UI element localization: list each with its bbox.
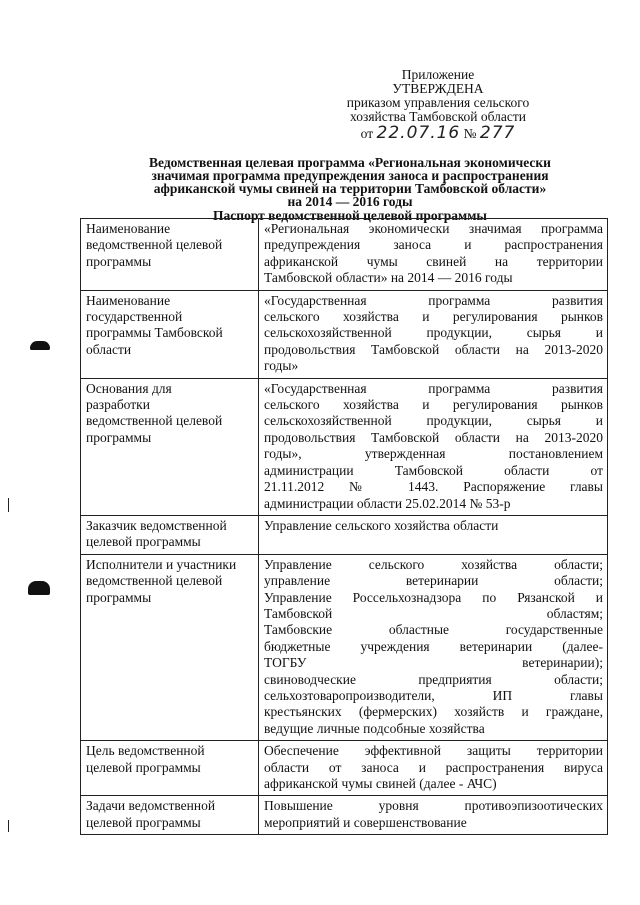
label-line: области xyxy=(86,341,132,357)
label-line: ведомственной целевой xyxy=(86,573,223,589)
value-line: свиноводческие предприятия области; xyxy=(264,671,603,687)
title-line-3: африканской чумы свиней на территории Тамбовской области» xyxy=(153,181,547,196)
passport-row xyxy=(81,796,608,835)
passport-row-value xyxy=(259,378,608,515)
label-line: Наименование xyxy=(86,292,171,308)
value-line: крестьянских (фермерских) хозяйств и граждане, xyxy=(264,704,603,720)
passport-row-label xyxy=(81,378,259,515)
order-line-2: хозяйства Тамбовской области xyxy=(350,109,526,124)
value-line: сельхозтоваропроизводители, ИП главы xyxy=(264,687,603,703)
value-line: Повышение уровня противоэпизоотических xyxy=(264,798,603,814)
passport-row xyxy=(81,741,608,796)
value-line: африканской чумы свиней на территории xyxy=(264,253,603,269)
passport-row-label xyxy=(81,515,259,554)
date-prefix: от xyxy=(360,126,374,141)
label-line: Цель ведомственной xyxy=(86,743,205,759)
label-line: программы xyxy=(86,589,152,605)
title-line-2: значимая программа предупреждения заноса и распространения xyxy=(151,168,549,183)
value-line: продовольствия Тамбовской области на 2013-2020 xyxy=(264,429,603,445)
label-line: программы xyxy=(86,429,152,445)
value-line: управление ветеринарии области; xyxy=(264,573,603,589)
passport-row-label xyxy=(81,554,259,740)
passport-row xyxy=(81,219,608,291)
value-line: Обеспечение эффективной защиты территории xyxy=(264,743,603,759)
margin-tick-mark xyxy=(8,820,9,832)
value-line: ТОГБУ ветеринарии); xyxy=(264,655,603,671)
label-line: Заказчик ведомственной xyxy=(86,517,227,533)
value-line: продовольствия Тамбовской области на 2013-2020 xyxy=(264,341,603,357)
value-line: годы», утвержденная постановлением xyxy=(264,446,603,462)
passport-row-label xyxy=(81,796,259,835)
label-line: целевой программы xyxy=(86,759,201,775)
approved-label: УТВЕРЖДЕНА xyxy=(392,81,484,96)
number-prefix: № xyxy=(463,126,477,141)
handwritten-number: 277 xyxy=(479,123,516,143)
value-line: Тамбовской области» на 2014 — 2016 годы xyxy=(264,270,513,286)
passport-title: Паспорт ведомственной целевой программы xyxy=(213,208,487,223)
label-line: целевой программы xyxy=(86,534,201,550)
label-line: ведомственной целевой xyxy=(86,237,223,253)
value-line: «Государственная программа развития xyxy=(264,292,603,308)
label-line: программы xyxy=(86,253,152,269)
value-line: администрации области 25.02.2014 № 53-р xyxy=(264,495,511,511)
passport-row-label xyxy=(81,741,259,796)
label-line: Основания для xyxy=(86,380,172,396)
value-line: Управление Россельхознадзора по Рязанской и xyxy=(264,589,603,605)
value-line: администрации Тамбовской области от xyxy=(264,462,603,478)
value-line: Управление сельского хозяйства области; xyxy=(264,556,603,572)
passport-row xyxy=(81,515,608,554)
value-line: Тамбовской областям; xyxy=(264,605,603,621)
passport-row xyxy=(81,554,608,740)
label-line: разработки xyxy=(86,397,150,413)
order-line-1: приказом управления сельского xyxy=(346,95,530,110)
passport-row-value xyxy=(259,290,608,378)
value-line: области от заноса и распространения вируса xyxy=(264,759,603,775)
value-line: ведущие личные подсобные хозяйства xyxy=(264,720,485,736)
passport-row-value xyxy=(259,554,608,740)
label-line: Наименование xyxy=(86,221,171,236)
label-line: государственной xyxy=(86,309,183,325)
value-line: африканской чумы свиней (далее - АЧС) xyxy=(264,776,497,791)
punch-hole-mark xyxy=(30,341,50,350)
label-line: Задачи ведомственной xyxy=(86,798,216,814)
appendix-label: Приложение xyxy=(401,67,475,82)
passport-table xyxy=(80,218,608,835)
approval-header xyxy=(318,68,558,141)
handwritten-date: 22.07.16 xyxy=(376,123,461,143)
punch-hole-mark xyxy=(28,581,50,595)
passport-row-label xyxy=(81,219,259,291)
value-line: годы» xyxy=(264,358,299,374)
label-line: Исполнители и участники xyxy=(86,556,237,572)
value-line: бюджетные учреждения ветеринарии (далее- xyxy=(264,638,603,654)
passport-row-label xyxy=(81,290,259,378)
passport-row-value xyxy=(259,219,608,291)
passport-row-value xyxy=(259,741,608,796)
value-line: сельского хозяйства и регулирования рынков xyxy=(264,397,603,413)
value-line: сельского хозяйства и регулирования рынков xyxy=(264,309,603,325)
value-line: «Региональная экономически значимая программа xyxy=(264,221,603,236)
passport-row-value xyxy=(259,796,608,835)
value-line: Тамбовские областные государственные xyxy=(264,622,603,638)
label-line: программы Тамбовской xyxy=(86,325,223,341)
label-line: ведомственной целевой xyxy=(86,413,223,429)
value-line: 21.11.2012 № 1443. Распоряжение главы xyxy=(264,479,603,495)
value-line: предупреждения заноса и распространения xyxy=(264,237,603,253)
value-line: сельскохозяйственной продукции, сырья и xyxy=(264,325,603,341)
value-line: сельскохозяйственной продукции, сырья и xyxy=(264,413,603,429)
label-line: целевой программы xyxy=(86,814,201,830)
passport-row-value xyxy=(259,515,608,554)
program-title xyxy=(80,156,620,222)
passport-row xyxy=(81,290,608,378)
value-line: мероприятий и совершенствование xyxy=(264,814,467,830)
value-line: Управление сельского хозяйства области xyxy=(264,517,499,533)
margin-tick-mark xyxy=(8,498,9,512)
order-date-number xyxy=(318,123,558,143)
title-line-1: Ведомственная целевая программа «Региональная экономически xyxy=(149,155,551,170)
value-line: «Государственная программа развития xyxy=(264,380,603,396)
title-line-4: на 2014 — 2016 годы xyxy=(287,194,413,209)
passport-row xyxy=(81,378,608,515)
